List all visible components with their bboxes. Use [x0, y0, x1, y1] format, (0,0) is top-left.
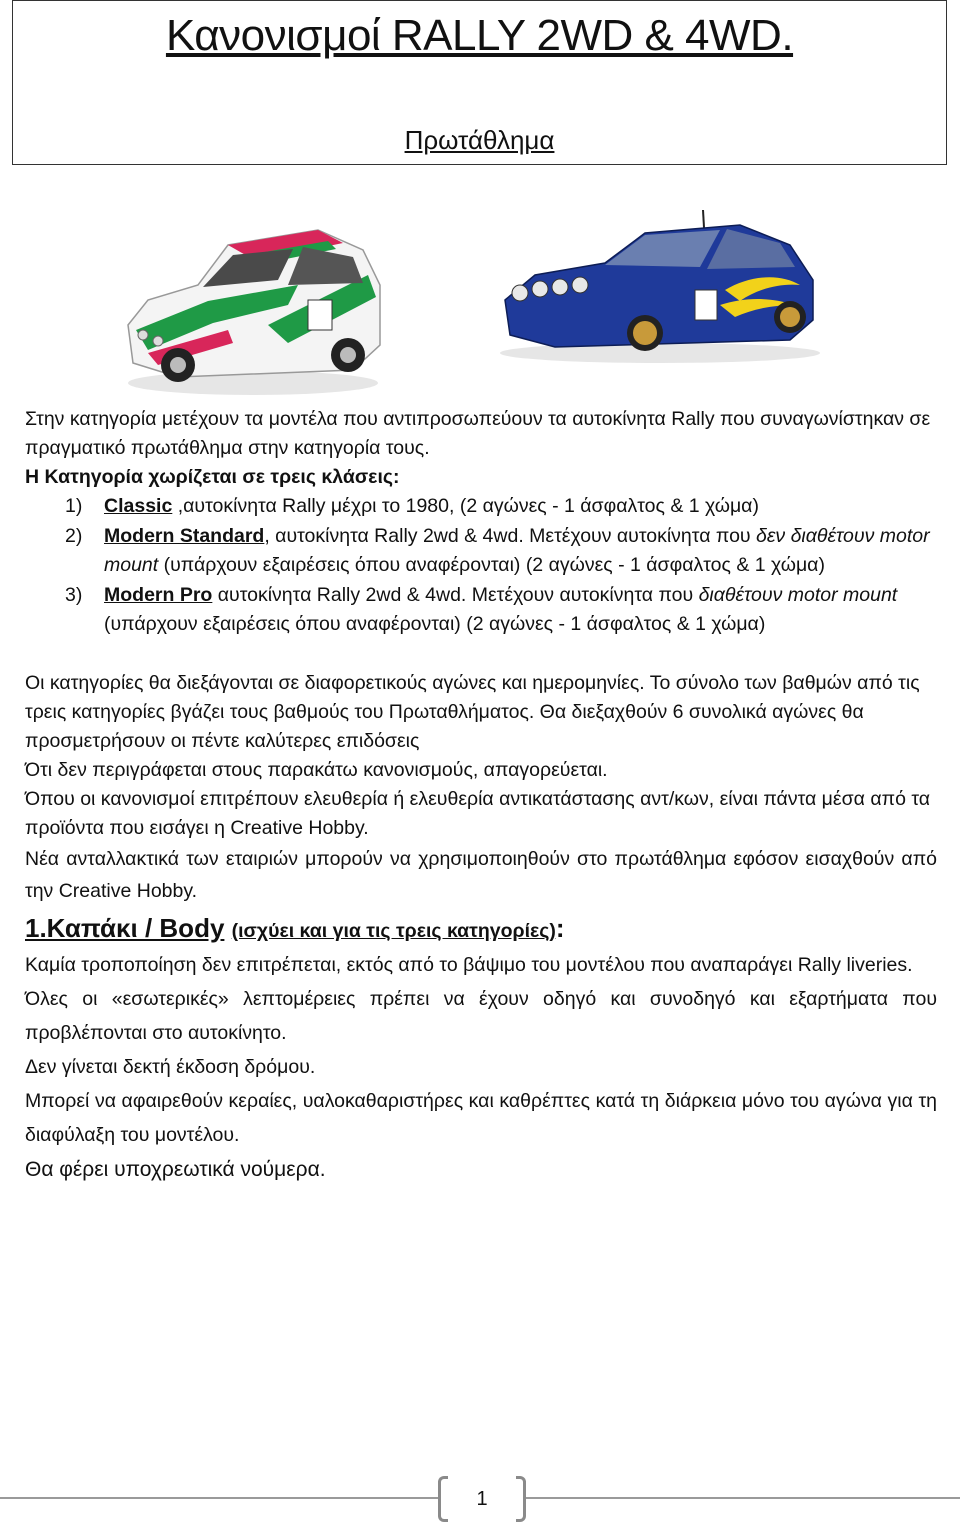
list-item-modern-pro [25, 581, 937, 639]
list-item-modern-standard [25, 522, 937, 580]
class-emphasis: διαθέτουν motor mount [698, 584, 898, 606]
list-item-classic [25, 492, 937, 521]
class-description: ,αυτοκίνητα Rally μέχρι το 1980, (2 αγώνες - 1 άσφαλτος & 1 χώμα) [172, 495, 759, 517]
section-1-colon: : [555, 913, 565, 943]
class-list [25, 492, 937, 639]
list-number: 1) [65, 495, 83, 517]
section-1-paragraph-5: Θα φέρει υποχρεωτικά νούμερα. [25, 1158, 326, 1181]
section-1-heading [25, 911, 937, 948]
section-1-paragraph-1: Καμία τροποποίηση δεν επιτρέπεται, εκτός από το βάψιμο του μοντέλου που αναπαράγει Rally liveries. [25, 954, 913, 976]
section-1-paragraph-3: Δεν γίνεται δεκτή έκδοση δρόμου. [25, 1056, 316, 1078]
class-description: αυτοκίνητα Rally 2wd & 4wd. Μετέχουν αυτοκίνητα που [212, 584, 699, 606]
title-box [12, 0, 947, 165]
rally-car-fiat-image [118, 205, 388, 400]
section-1-note: (ισχύει και για τις τρεις κατηγορίες) [231, 920, 556, 942]
list-number: 3) [65, 584, 83, 606]
rules-paragraph-2: Ότι δεν περιγράφεται στους παρακάτω κανονισμούς, απαγορεύεται. [25, 759, 608, 781]
rules-paragraph-4: Νέα ανταλλακτικά των εταιριών μπορούν να χρησιμοποιηθούν στο πρωτάθλημα εφόσον εισαχθούν από την Creative Hobby. [25, 848, 937, 902]
class-description-tail: (υπάρχουν εξαιρέσεις όπου αναφέρονται) (2 αγώνες - 1 άσφαλτος & 1 χώμα) [158, 554, 825, 576]
class-description-tail: (υπάρχουν εξαιρέσεις όπου αναφέρονται) (2 αγώνες - 1 άσφαλτος & 1 χώμα) [104, 613, 766, 635]
class-emphasis: δεν διαθέτουν motor mount [104, 525, 930, 576]
rally-car-subaru-image [495, 205, 825, 365]
page-number-bracket-right [516, 1476, 526, 1522]
classes-heading: Η Κατηγορία χωρίζεται σε τρεις κλάσεις: [25, 466, 400, 488]
section-1-title: 1.Καπάκι / Body [25, 913, 225, 943]
class-name: Modern Standard [104, 525, 265, 547]
document-title: Κανονισμοί RALLY 2WD & 4WD. [165, 11, 794, 60]
intro-paragraph: Στην κατηγορία μετέχουν τα μοντέλα που αντιπροσωπεύουν τα αυτοκίνητα Rally που συναγωνίστηκαν σε πραγματικό πρωτάθλημα στην κατηγορία τους. [25, 408, 931, 459]
rules-paragraph-3: Όπου οι κανονισμοί επιτρέπουν ελευθερία ή ελευθερία αντικατάστασης αντ/κων, είναι πάντα μέσα από τα προϊόντα που εισάγει η Creative Hobby. [25, 788, 931, 839]
class-name: Classic [104, 495, 173, 517]
document-subtitle: Πρωτάθλημα [404, 125, 555, 155]
rules-paragraph-1: Οι κατηγορίες θα διεξάγονται σε διαφορετικούς αγώνες και ημερομηνίες. Το σύνολο των βαθμών από τις τρεις κατηγορίες βγάζει τους βαθμούς του Πρωταθλήματος. Θα διεξαχθούν 6 συνολικά αγώνες θα προσμετρήσουν οι πέντε καλύτερες επιδόσεις [25, 672, 920, 752]
class-description: , αυτοκίνητα Rally 2wd & 4wd. Μετέχουν αυτοκίνητα που [264, 525, 756, 547]
class-name: Modern Pro [104, 584, 213, 606]
list-number: 2) [65, 525, 83, 547]
section-1-paragraph-2: Όλες οι «εσωτερικές» λεπτομέρειες πρέπει να έχουν οδηγό και συνοδηγό και εξαρτήματα που προβλέπονται στο αυτοκίνητο. [25, 988, 937, 1044]
page-number-bracket-left [438, 1476, 448, 1522]
body-content [25, 405, 937, 1188]
page-number: 1 [438, 1475, 526, 1523]
section-1-paragraph-4: Μπορεί να αφαιρεθούν κεραίες, υαλοκαθαριστήρες και καθρέπτες κατά τη διάρκεια μόνο του αγώνα για τη διαφύλαξη του μοντέλου. [25, 1090, 937, 1146]
